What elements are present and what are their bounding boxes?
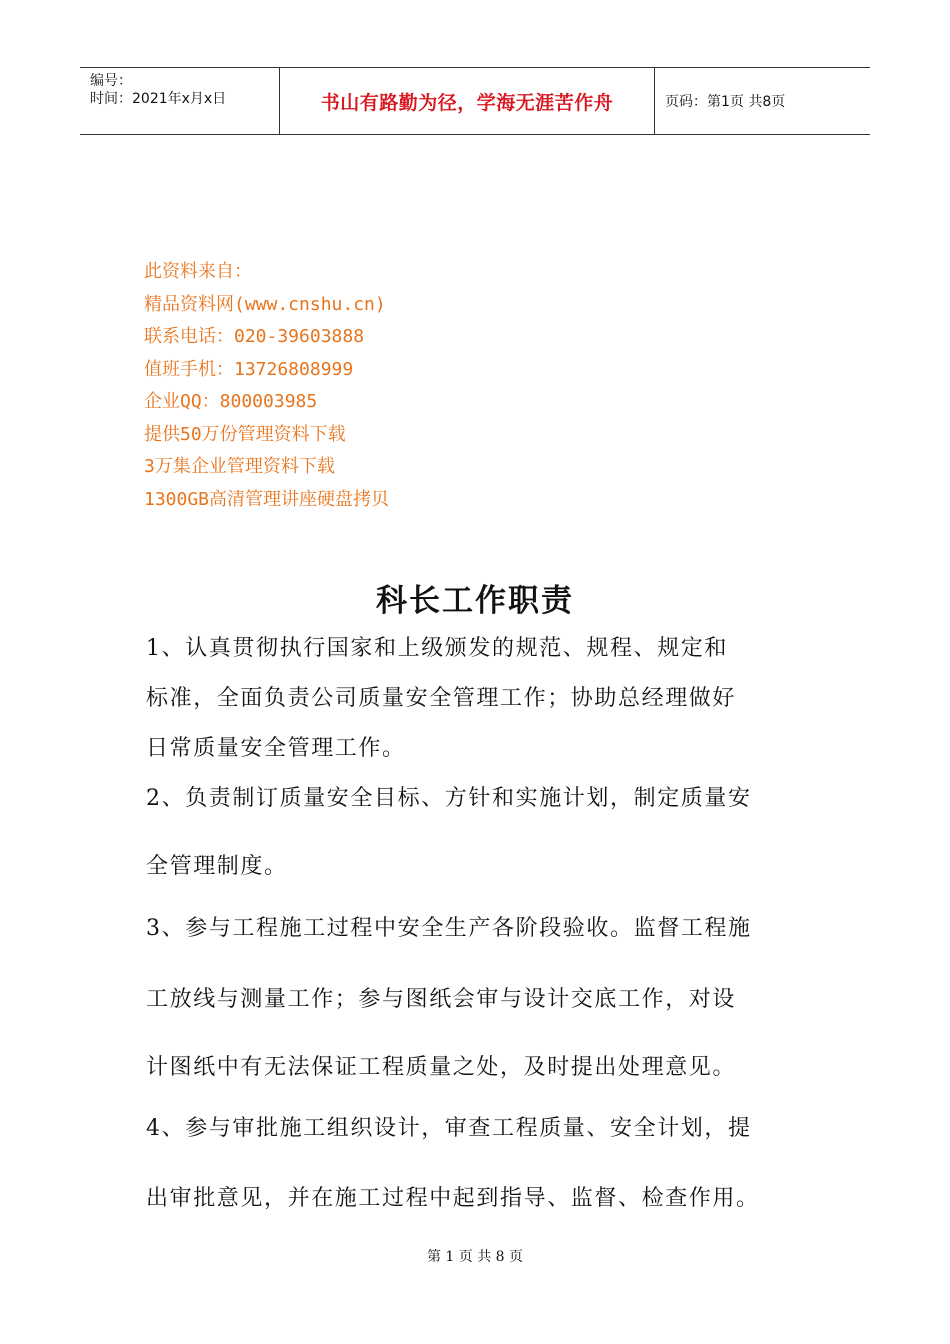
source-line: 联系电话：020-39603888	[144, 326, 365, 347]
source-info-block	[144, 256, 389, 516]
body-line: 全管理制度。	[146, 854, 288, 879]
document-date-label: 时间：2021年x月x日	[90, 91, 227, 107]
source-line: 此资料来自：	[144, 261, 252, 282]
body-line: 日常质量安全管理工作。	[146, 736, 406, 761]
header-motto: 书山有路勤为径，学海无涯苦作舟	[280, 68, 655, 134]
body-line: 工放线与测量工作；参与图纸会审与设计交底工作，对设	[146, 987, 737, 1012]
source-line: 企业QQ：800003985	[144, 391, 318, 412]
document-number-label: 编号：	[90, 73, 132, 89]
document-title: 科长工作职责	[376, 583, 574, 619]
source-line: 值班手机：13726808999	[144, 358, 354, 380]
page-footer: 第 1 页 共 8 页	[426, 1249, 524, 1265]
header-page-info: 页码：第1页 共8页	[665, 94, 786, 110]
source-line: 1300GB高清管理讲座硬盘拷贝	[144, 488, 390, 510]
source-line: 精品资料网(www.cnshu.cn)	[144, 293, 386, 315]
body-line: 出审批意见，并在施工过程中起到指导、监督、检查作用。	[146, 1186, 760, 1211]
source-line: 提供50万份管理资料下载	[144, 423, 346, 445]
body-line: 1、认真贯彻执行国家和上级颁发的规范、规程、规定和	[146, 636, 728, 661]
body-line: 2、负责制订质量安全目标、方针和实施计划，制定质量安	[146, 786, 752, 811]
body-line: 3、参与工程施工过程中安全生产各阶段验收。监督工程施	[146, 916, 752, 941]
body-line: 4、参与审批施工组织设计，审查工程质量、安全计划，提	[146, 1116, 752, 1141]
body-line: 标准，全面负责公司质量安全管理工作；协助总经理做好	[146, 686, 737, 711]
page-header	[80, 67, 870, 135]
source-line: 3万集企业管理资料下载	[144, 456, 335, 477]
body-line: 计图纸中有无法保证工程质量之处，及时提出处理意见。	[146, 1055, 737, 1080]
header-meta	[80, 68, 280, 134]
